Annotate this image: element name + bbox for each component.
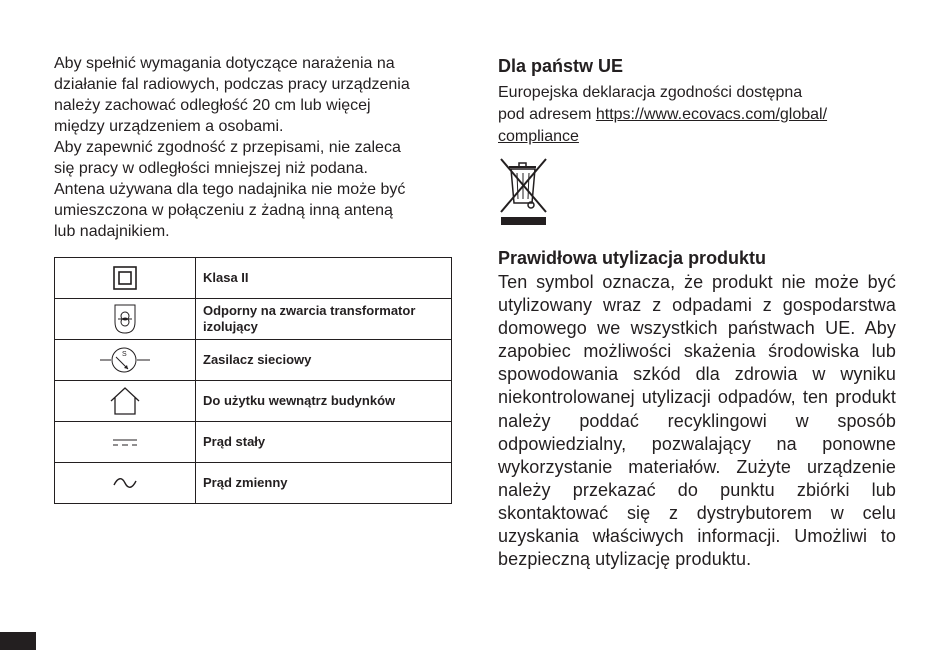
symbol-label: Zasilacz sieciowy [196, 340, 452, 381]
left-column [54, 53, 454, 242]
intro-line: Aby zapewnić zgodność z przepisami, nie zaleca [54, 139, 401, 156]
smps-letter: S [122, 351, 127, 358]
symbol-label: Do użytku wewnątrz budynków [196, 381, 452, 422]
table-row [55, 422, 452, 463]
table-row [55, 340, 452, 381]
declaration-prefix: pod adresem [498, 106, 592, 123]
symbols-table [54, 257, 452, 504]
symbol-label: Klasa II [196, 258, 452, 299]
crossed-out-wheeled-bin-icon [498, 157, 550, 227]
table-row [55, 258, 452, 299]
declaration-line: Europejska deklaracja zgodności dostępna [498, 84, 803, 101]
intro-line: umieszczona w połączeniu z żadną inną anteną [54, 202, 393, 219]
intro-line: działanie fal radiowych, podczas pracy urządzenia [54, 76, 410, 93]
disposal-title: Prawidłowa utylizacja produktu [498, 248, 767, 268]
alternating-current-icon [113, 477, 137, 489]
table-row [55, 299, 452, 340]
right-column [498, 55, 896, 571]
intro-line: lub nadajnikiem. [54, 223, 170, 240]
intro-line: Antena używana dla tego nadajnika nie może być [54, 181, 406, 198]
symbol-label: Odporny na zwarcia transformator izolujący [196, 299, 452, 340]
intro-line: między urządzeniem a osobami. [54, 118, 284, 135]
symbol-label: Prąd stały [196, 422, 452, 463]
eu-declaration-text [498, 82, 896, 148]
table-row [55, 381, 452, 422]
table-row [55, 463, 452, 504]
intro-line: należy zachować odległość 20 cm lub więcej [54, 97, 371, 114]
switch-mode-power-supply-icon [100, 343, 150, 377]
eu-section-title: Dla państw UE [498, 56, 624, 76]
weee-symbol [498, 157, 896, 232]
indoor-use-house-icon [110, 387, 140, 415]
short-circuit-proof-transformer-icon [114, 304, 136, 334]
compliance-link[interactable]: https://www.ecovacs.com/global/ compliance [498, 106, 828, 145]
disposal-body: Ten symbol oznacza, że produkt nie może być utylizowany wraz z odpadami z gospodarstwa domowego we wszystkich państwach UE. Aby zapobiec możliwości skażenia środowiska lub spowodowania szkód dla zdrowia w wyniku niekontrolowanej utylizacji odpadów, ten produkt należy poddać recyklingowi w sposób odpowiedzialny, pozwalający na ponowne wykorzystanie materiałów. Zużyte urządzenie należy przekazać do punktu zbiórki lub skontaktować się z dystrybutorem w celu uzyskania właściwych informacji. Umożliwi to bezpieczną utylizację produktu. [498, 272, 896, 570]
symbol-label: Prąd zmienny [196, 463, 452, 504]
page-edge-marker [0, 632, 36, 650]
intro-line: Aby spełnić wymagania dotyczące narażenia na [54, 55, 395, 72]
rf-exposure-text [54, 53, 454, 242]
direct-current-icon [112, 437, 138, 447]
class-ii-double-square-icon [113, 266, 137, 290]
intro-line: się pracy w odległości mniejszej niż podana. [54, 160, 368, 177]
